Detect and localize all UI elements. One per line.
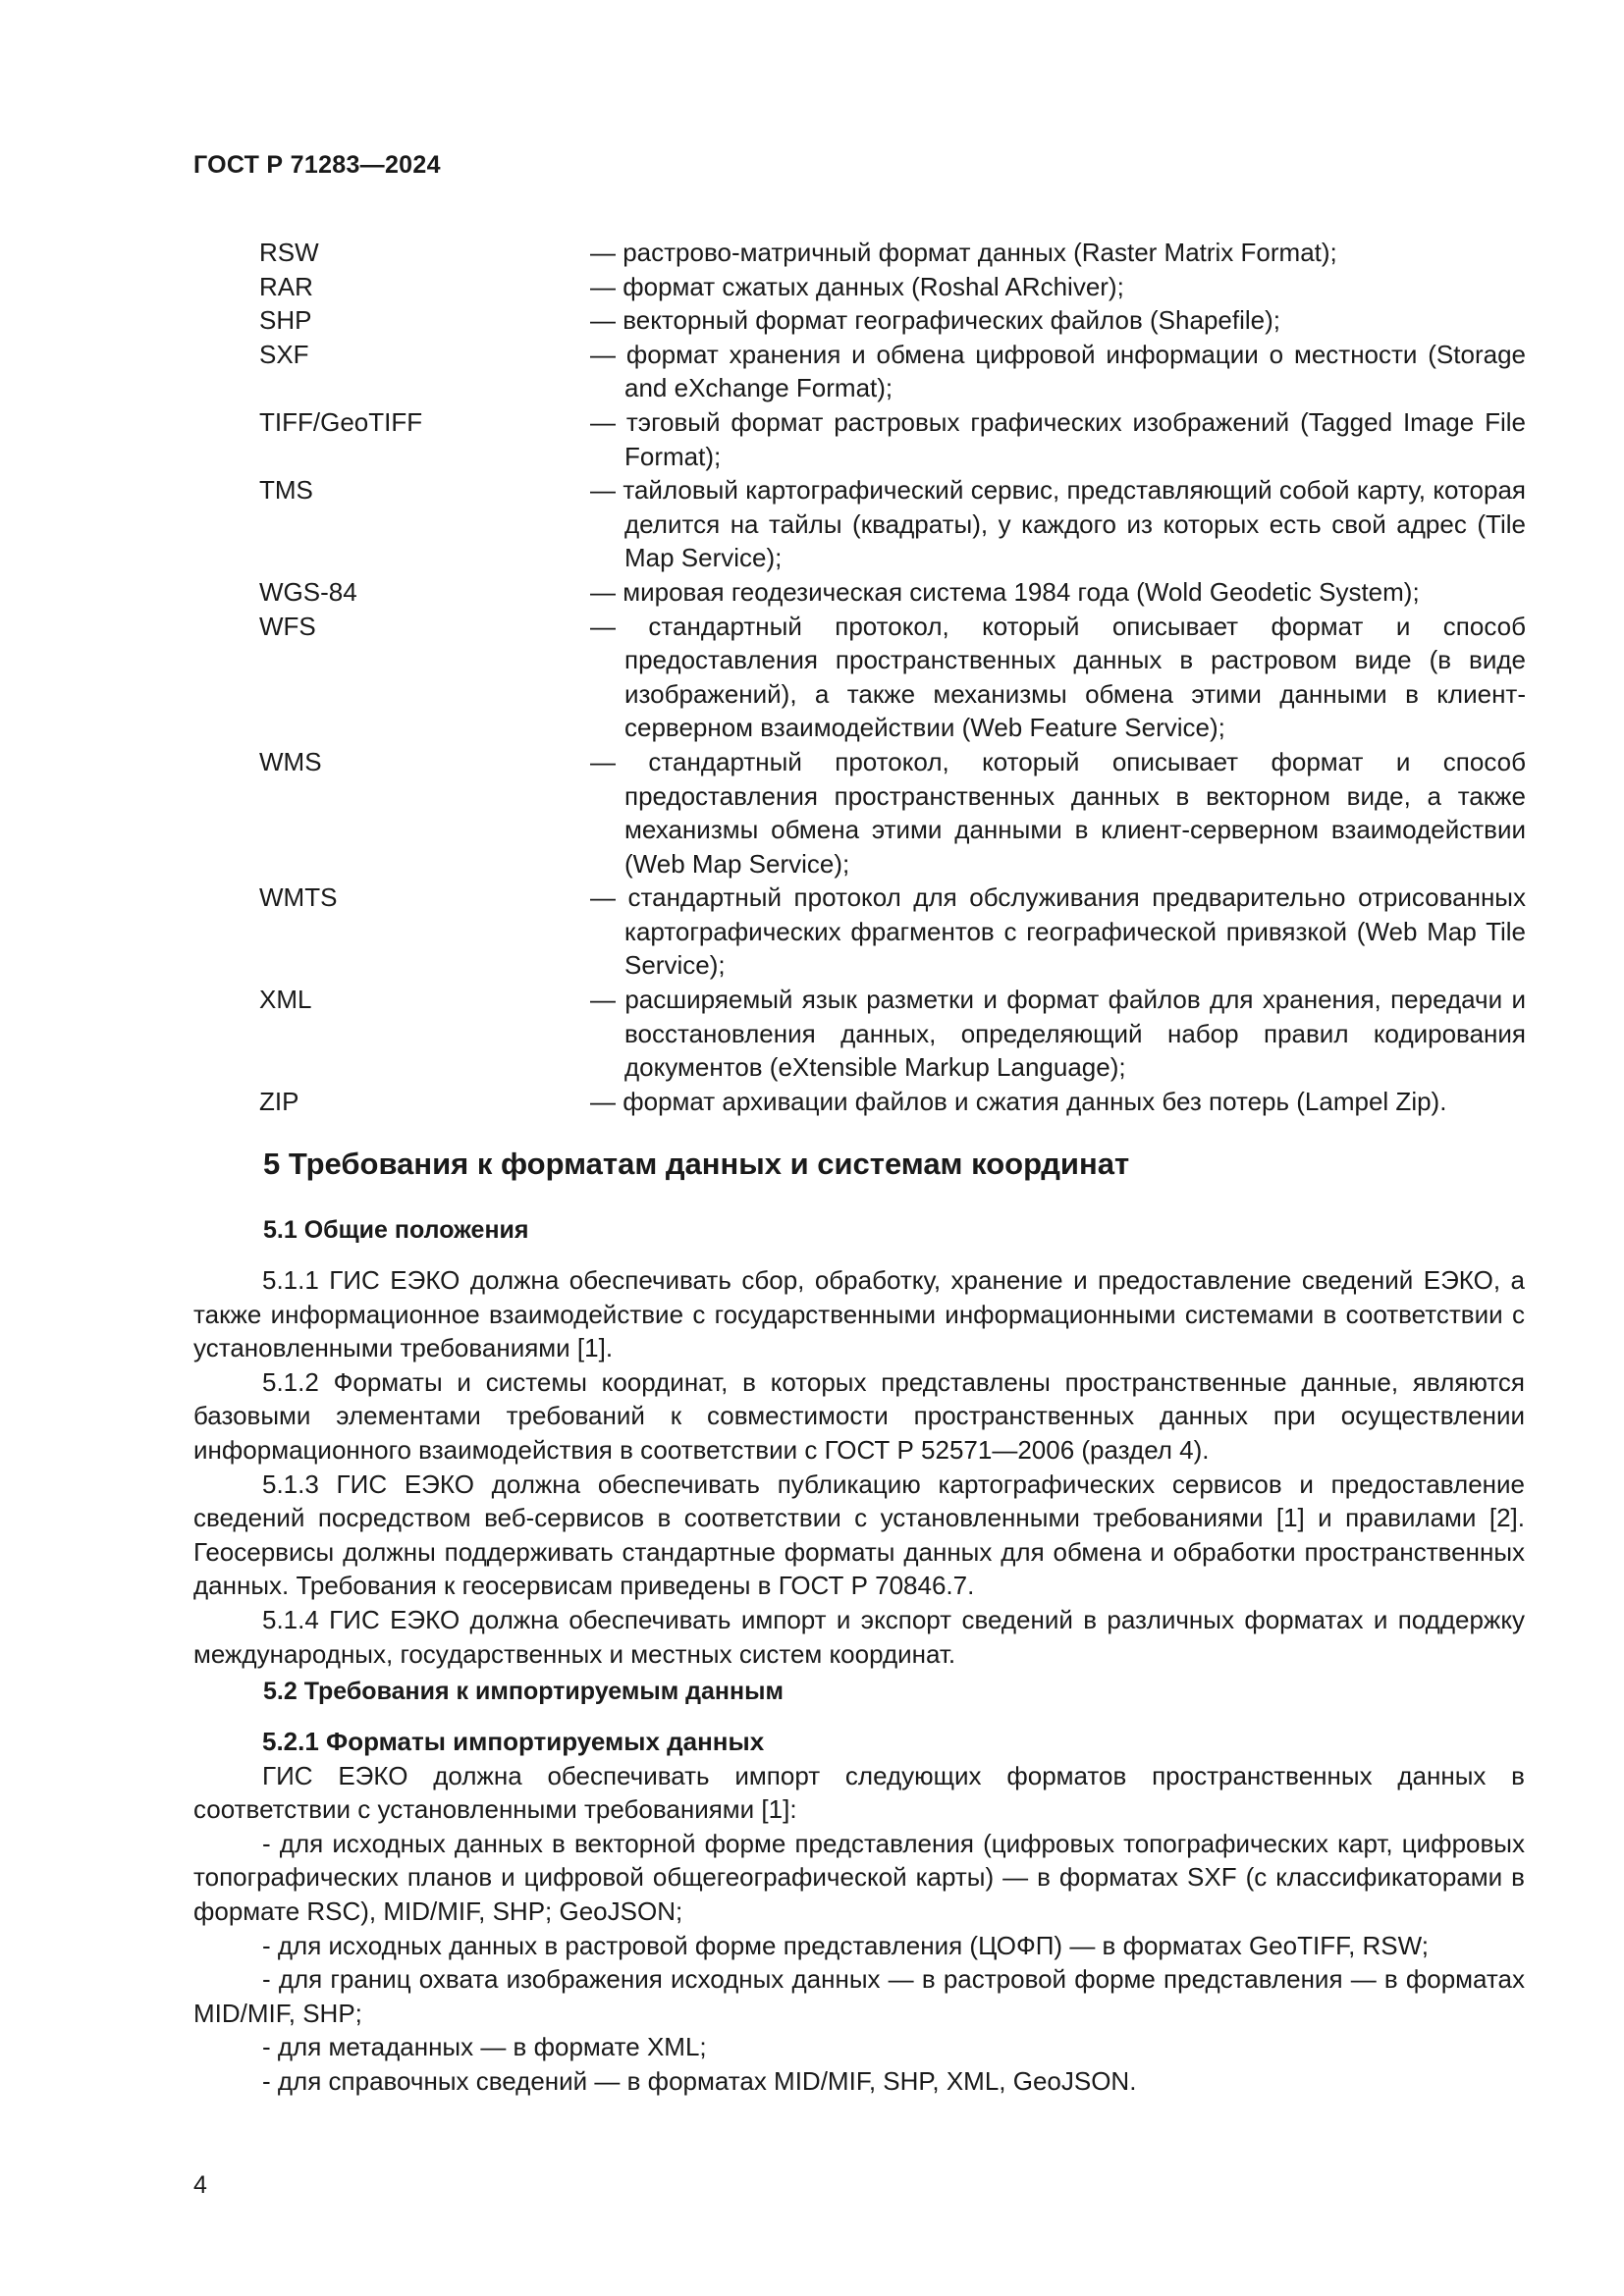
abbreviation-definition: — стандартный протокол, который описывает формат и способ предоставления пространственных данных в векторном виде, а также механизмы обмена этими данными в клиент-серверном взаимодействии (Web Map Service); xyxy=(590,746,1526,879)
abbreviation-definition: — тайловый картографический сервис, представляющий собой карту, которая делится на тайлы (квадраты), у каждого из которых есть свой адрес (Tile Map Service); xyxy=(590,475,1526,573)
abbreviation-definition: — тэговый формат растровых графических изображений (Tagged Image File Format); xyxy=(590,406,1526,471)
paragraph-5-1-3: 5.1.3 ГИС ЕЭКО должна обеспечивать публикацию картографических сервисов и предоставление сведений посредством веб-сервисов в соответствии с установленными требованиями [1] и правилами [2]. Геосервисы должны поддерживать стандартные форматы данных для обмена и обработки пространственных данных. Требования к геосервисам приведены в ГОСТ Р 70846.7. xyxy=(193,1468,1525,1601)
paragraph-5-1-4: 5.1.4 ГИС ЕЭКО должна обеспечивать импорт и экспорт сведений в различных форматах и поддержку международных, государственных и местных систем координат. xyxy=(193,1604,1525,1669)
section-5-1-body xyxy=(193,1263,1525,1671)
abbreviation-row xyxy=(259,473,1526,575)
abbreviation-row xyxy=(259,1085,1526,1119)
abbreviation-definition: — мировая геодезическая система 1984 года (Wold Geodetic System); xyxy=(590,576,1420,607)
abbreviation-term: SXF xyxy=(259,339,309,369)
abbreviation-row xyxy=(259,270,1526,304)
abbreviation-definition: — стандартный протокол для обслуживания предварительно отрисованных картографических фрагментов с географической привязкой (Web Map Tile Service); xyxy=(590,882,1526,981)
page-number: 4 xyxy=(193,2171,207,2199)
section-5-2-title: 5.2 Требования к импортируемым данным xyxy=(263,1678,784,1705)
list-item: - для исходных данных в растровой форме представления (ЦОФП) — в форматах GeoTIFF, RSW; xyxy=(262,1930,1429,1960)
section-5-title: 5 Требования к форматам данных и системам координат xyxy=(263,1147,1130,1181)
list-item: - для метаданных — в формате XML; xyxy=(262,2032,707,2062)
list-item: - для границ охвата изображения исходных данных — в растровой форме представления — в форматах MID/MIF, SHP; xyxy=(193,1964,1525,2028)
abbreviation-term: RSW xyxy=(259,238,319,267)
abbreviation-definition: — формат сжатых данных (Roshal ARchiver); xyxy=(590,271,1124,301)
abbreviation-term: TMS xyxy=(259,475,313,506)
abbreviation-definition: — растрово-матричный формат данных (Raster Matrix Format); xyxy=(590,238,1337,267)
abbreviation-row xyxy=(259,338,1526,405)
abbreviation-term: WFS xyxy=(259,611,316,641)
abbreviation-definition: — расширяемый язык разметки и формат файлов для хранения, передачи и восстановления данных, определяющий набор правил кодирования документов (eXtensible Markup Language); xyxy=(590,985,1526,1083)
abbreviation-definition: — стандартный протокол, который описывает формат и способ предоставления пространственных данных в растровом виде (в виде изображений), а также механизмы обмена этими данными в клиент-серверном взаимодействии (Web Feature Service); xyxy=(590,611,1526,743)
section-5-2-body xyxy=(193,1725,1525,2099)
list-item: - для исходных данных в векторной форме представления (цифровых топографических карт, цифровых топографических планов и цифровой общегеографической карты) — в форматах SXF (с классификаторами в формате RSC), MID/MIF, SHP; GeoJSON; xyxy=(193,1828,1525,1926)
abbreviation-definition: — формат архивации файлов и сжатия данных без потерь (Lampel Zip). xyxy=(590,1086,1447,1116)
abbreviation-term: WMTS xyxy=(259,882,338,913)
paragraph-5-1-1: 5.1.1 ГИС ЕЭКО должна обеспечивать сбор, обработку, хранение и предоставление сведений ЕЭКО, а также информационное взаимодействие с государственными информационными системами в соответствии с установленными требованиями [1]. xyxy=(193,1265,1525,1363)
abbreviation-row xyxy=(259,405,1526,473)
abbreviation-definition: — формат хранения и обмена цифровой информации о местности (Storage and eXchange Format); xyxy=(590,339,1526,403)
abbreviation-row xyxy=(259,983,1526,1085)
paragraph-5-2-1-intro: ГИС ЕЭКО должна обеспечивать импорт следующих форматов пространственных данных в соответствии с установленными требованиями [1]: xyxy=(193,1760,1525,1825)
section-5-1-title: 5.1 Общие положения xyxy=(263,1216,529,1244)
abbreviation-row xyxy=(259,881,1526,983)
abbreviation-list xyxy=(259,236,1526,1118)
abbreviation-term: TIFF/GeoTIFF xyxy=(259,406,423,437)
abbreviation-row xyxy=(259,610,1526,745)
abbreviation-term: RAR xyxy=(259,271,313,301)
abbreviation-definition: — векторный формат географических файлов (Shapefile); xyxy=(590,305,1280,336)
document-header: ГОСТ Р 71283—2024 xyxy=(193,151,441,179)
list-item: - для справочных сведений — в форматах MID/MIF, SHP, XML, GeoJSON. xyxy=(262,2065,1137,2096)
paragraph-5-1-2: 5.1.2 Форматы и системы координат, в которых представлены пространственные данные, являются базовыми элементами требований к совместимости пространственных данных при осуществлении информационного взаимодействия в соответствии с ГОСТ Р 52571—2006 (раздел 4). xyxy=(193,1366,1525,1465)
abbreviation-term: WMS xyxy=(259,746,322,776)
abbreviation-row xyxy=(259,236,1526,270)
section-5-2-1-title: 5.2.1 Форматы импортируемых данных xyxy=(262,1727,765,1756)
abbreviation-term: SHP xyxy=(259,305,312,336)
abbreviation-term: WGS-84 xyxy=(259,576,357,607)
abbreviation-row xyxy=(259,575,1526,610)
abbreviation-term: XML xyxy=(259,985,312,1015)
abbreviation-row xyxy=(259,303,1526,338)
abbreviation-row xyxy=(259,745,1526,881)
abbreviation-term: ZIP xyxy=(259,1086,299,1116)
